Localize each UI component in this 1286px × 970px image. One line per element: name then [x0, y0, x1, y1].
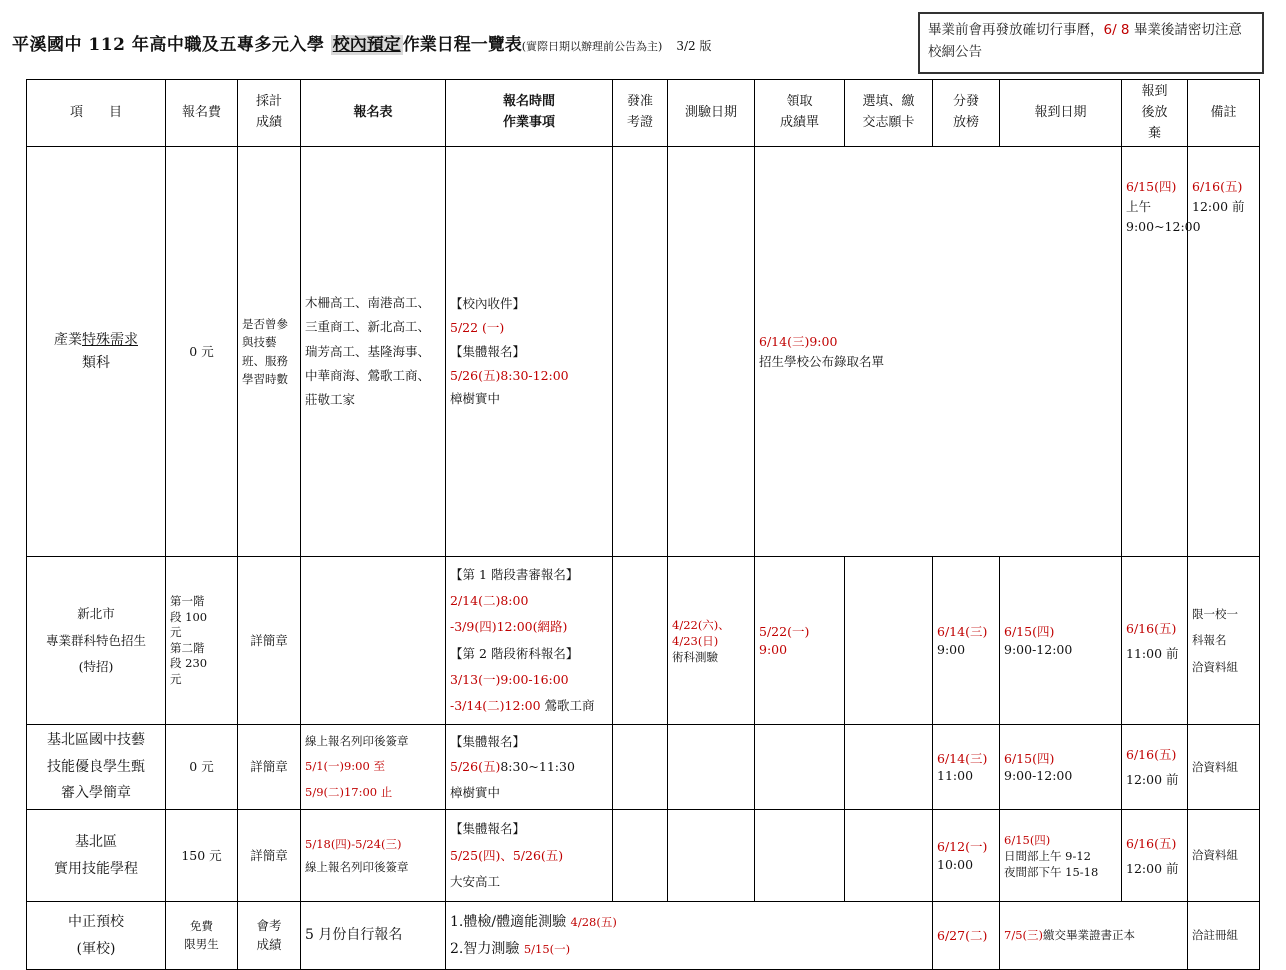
row3-fee: 0 元 — [166, 725, 238, 810]
col-fee: 報名費 — [166, 80, 238, 147]
row2-dist: 6/14(三) 9:00 — [933, 557, 1000, 725]
row2-giveup: 6/16(五) 11:00 前 — [1122, 557, 1188, 725]
row5-item: 中正預校 (軍校) — [27, 902, 166, 970]
row1-report: 6/15(四) 上午 9:00~12:00 — [1122, 147, 1188, 557]
notice-prefix: 畢業前會再發放確切行事曆， — [928, 22, 1104, 38]
row1-result: 6/14(三)9:00 招生學校公布錄取名單 — [755, 147, 1122, 557]
row4-fee: 150 元 — [166, 810, 238, 902]
row3-result — [755, 725, 845, 810]
notice-box — [918, 12, 1264, 74]
row1-form: 木柵高工、南港高工、三重商工、新北高工、瑞芳高工、基隆海事、中華商海、鶯歌工商、莊敬工家 — [301, 147, 446, 557]
col-note: 備註 — [1188, 80, 1260, 147]
row1-fee: 0 元 — [166, 147, 238, 557]
col-report: 報到日期 — [1000, 80, 1122, 147]
row4-score: 詳簡章 — [238, 810, 301, 902]
row2-form — [301, 557, 446, 725]
row4-giveup: 6/16(五) 12:00 前 — [1122, 810, 1188, 902]
table-row — [27, 902, 1260, 970]
row1-test — [668, 147, 755, 557]
row2-item: 新北市 專業群科特色招生 (特招) — [27, 557, 166, 725]
row2-result: 5/22(一) 9:00 — [755, 557, 845, 725]
row5-dist: 6/27(二) — [933, 902, 1000, 970]
row3-dist: 6/14(三) 11:00 — [933, 725, 1000, 810]
row2-note: 限一校一 科報名 洽資料組 — [1188, 557, 1260, 725]
row4-item: 基北區 實用技能學程 — [27, 810, 166, 902]
row2-score: 詳簡章 — [238, 557, 301, 725]
col-test: 測驗日期 — [668, 80, 755, 147]
row4-form: 5/18(四)-5/24(三) 線上報名列印後簽章 — [301, 810, 446, 902]
row4-note: 洽資料組 — [1188, 810, 1260, 902]
row1-giveup: 6/16(五) 12:00 前 — [1188, 147, 1260, 557]
row1-cert — [613, 147, 668, 557]
col-item: 項 目 — [27, 80, 166, 147]
col-time: 報名時間 作業事項 — [446, 80, 613, 147]
table-row — [27, 810, 1260, 902]
col-cert: 發准 考證 — [613, 80, 668, 147]
table-row — [27, 557, 1260, 725]
row4-choice — [845, 810, 933, 902]
col-score: 採計 成績 — [238, 80, 301, 147]
row3-score: 詳簡章 — [238, 725, 301, 810]
row5-form: 5 月份自行報名 — [301, 902, 446, 970]
row4-time: 【集體報名】 5/25(四)、5/26(五) 大安高工 — [446, 810, 613, 902]
row5-note: 洽註冊組 — [1188, 902, 1260, 970]
row5-report: 7/5(三)繳交畢業證書正本 — [1000, 902, 1188, 970]
row3-note: 洽資料組 — [1188, 725, 1260, 810]
row4-report: 6/15(四) 日間部上午 9-12 夜間部下午 15-18 — [1000, 810, 1122, 902]
schedule-table — [26, 79, 1260, 970]
col-dist: 分發 放榜 — [933, 80, 1000, 147]
row3-report: 6/15(四) 9:00-12:00 — [1000, 725, 1122, 810]
row2-report: 6/15(四) 9:00-12:00 — [1000, 557, 1122, 725]
row5-time: 1.體檢/體適能測驗 4/28(五) 2.智力測驗 5/15(一) — [446, 902, 933, 970]
row5-fee: 免費 限男生 — [166, 902, 238, 970]
table-row — [27, 725, 1260, 810]
title-rest: 作業日程一覽表 — [402, 35, 522, 55]
col-form: 報名表 — [301, 80, 446, 147]
notice-suffix: 畢業後請密切注意校網公告 — [928, 22, 1242, 60]
table-row — [27, 147, 1260, 557]
row3-choice — [845, 725, 933, 810]
row4-cert — [613, 810, 668, 902]
title-highlight: 校內預定 — [332, 35, 401, 55]
row2-test: 4/22(六)、 4/23(日) 術科測驗 — [668, 557, 755, 725]
header-row — [27, 80, 1260, 147]
col-result: 領取 成績單 — [755, 80, 845, 147]
row4-dist: 6/12(一) 10:00 — [933, 810, 1000, 902]
row1-item: 產業特殊需求 類科 — [27, 147, 166, 557]
row2-choice — [845, 557, 933, 725]
col-giveup: 報到 後放 棄 — [1122, 80, 1188, 147]
version-label: 3/2 版 — [676, 39, 712, 53]
notice-date: 6/ 8 — [1103, 22, 1130, 38]
row1-time: 【校內收件】 5/22 (一) 【集體報名】 5/26(五)8:30-12:00 樟樹實中 — [446, 147, 613, 557]
row4-test — [668, 810, 755, 902]
title-note: (實際日期以辦理前公告為主) — [521, 40, 663, 53]
row1-score: 是否曾參與技藝班、服務學習時數 — [238, 147, 301, 557]
col-choice: 選填、繳 交志願卡 — [845, 80, 933, 147]
row3-form: 線上報名列印後簽章 5/1(一)9:00 至 5/9(二)17:00 止 — [301, 725, 446, 810]
row5-score: 會考 成績 — [238, 902, 301, 970]
row3-cert — [613, 725, 668, 810]
row3-giveup: 6/16(五) 12:00 前 — [1122, 725, 1188, 810]
row2-cert — [613, 557, 668, 725]
row2-fee: 第一階 段 100 元 第二階 段 230 元 — [166, 557, 238, 725]
row2-time: 【第 1 階段書審報名】 2/14(二)8:00 -3/9(四)12:00(網路) 【第 2 階段術科報名】 3/13(一)9:00-16:00 -3/14(二)12:00 鶯歌工商 — [446, 557, 613, 725]
title-main: 平溪國中 112 年高中職及五專多元入學 — [12, 35, 331, 55]
row3-test — [668, 725, 755, 810]
row3-time: 【集體報名】 5/26(五)8:30~11:30 樟樹實中 — [446, 725, 613, 810]
row4-result — [755, 810, 845, 902]
row3-item: 基北區國中技藝 技能優良學生甄 審入學簡章 — [27, 725, 166, 810]
page-title — [12, 30, 711, 55]
